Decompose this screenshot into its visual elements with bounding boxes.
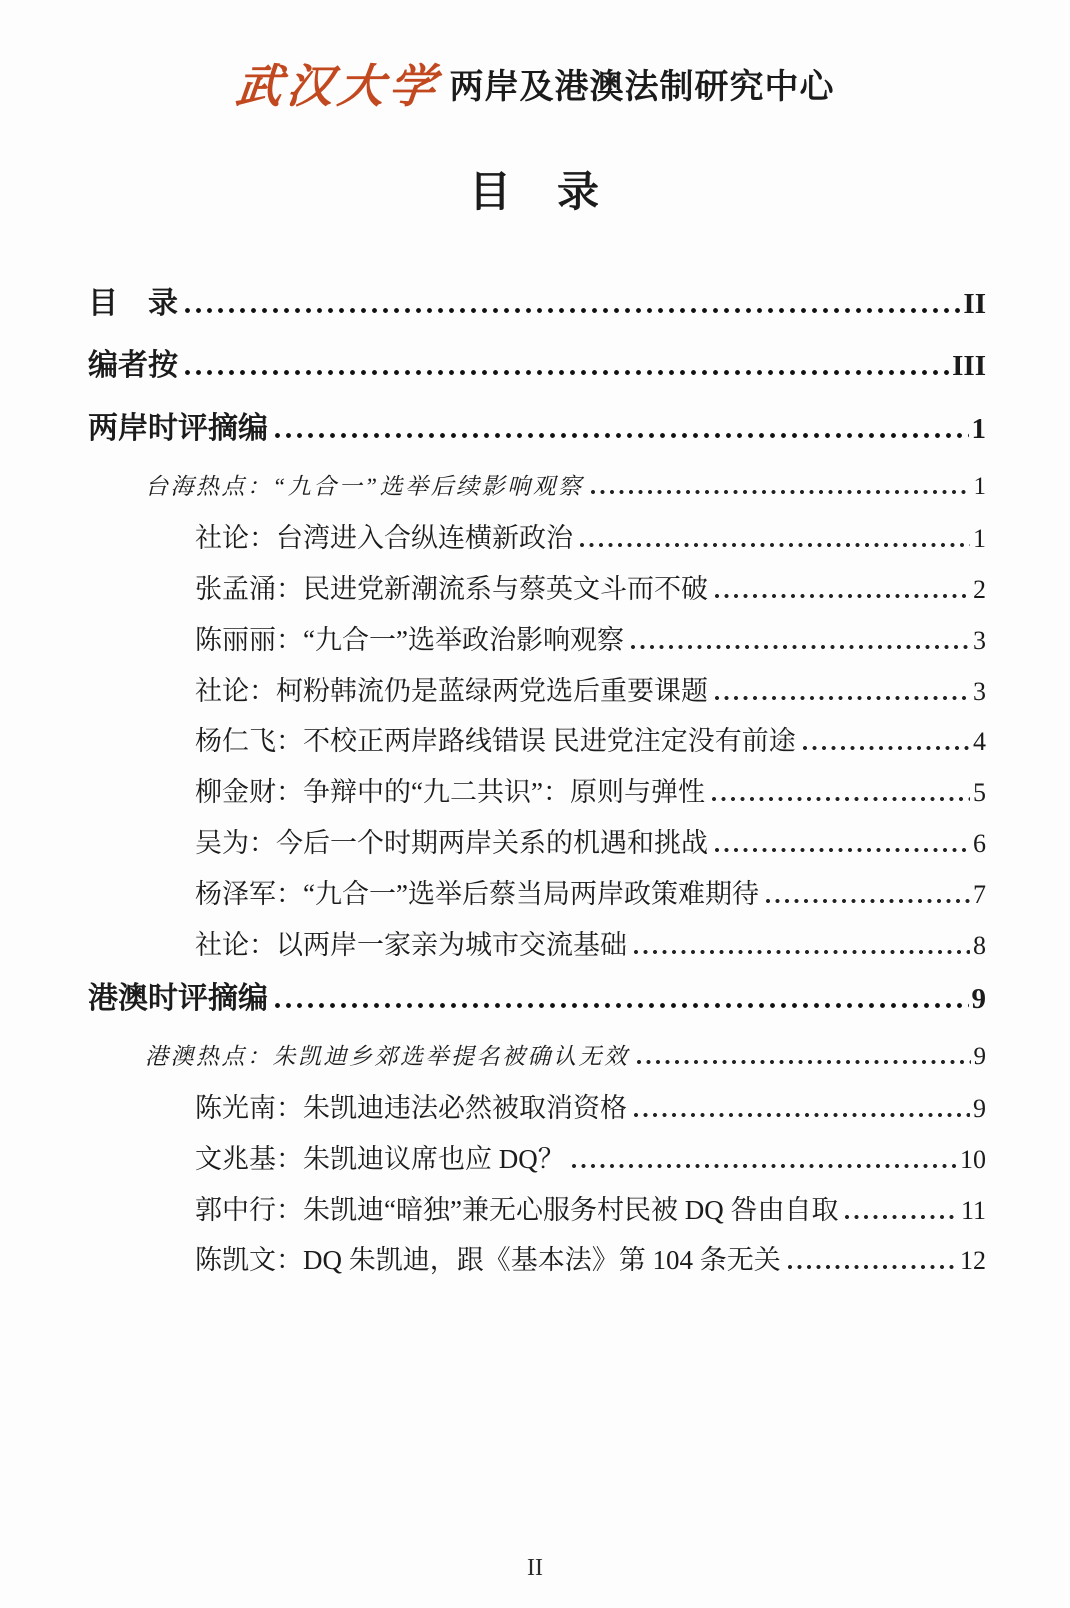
dot-leader (712, 797, 970, 801)
toc-entry-label: 陈丽丽：“九合一”选举政治影响观察 (195, 624, 624, 655)
toc-row[interactable] (88, 473, 986, 502)
toc-row[interactable] (88, 1144, 986, 1176)
toc-entry-page: 1 (973, 473, 986, 501)
toc-entry-label: 柳金财：争辩中的“九二共识”：原则与弹性 (195, 777, 705, 808)
toc-row[interactable] (88, 625, 986, 657)
toc-entry-label: 杨泽军：“九合一”选举后蔡当局两岸政策难期待 (195, 878, 759, 909)
toc-entry-page: 1 (973, 523, 986, 553)
toc-entry-label: 台海热点：“九合一”选举后续影响观察 (145, 474, 584, 500)
toc-entry-label: 社论：以两岸一家亲为城市交流基础 (195, 929, 627, 960)
dot-leader (715, 696, 970, 700)
toc-entry-page: 3 (973, 676, 986, 706)
toc-entry-label: 两岸时评摘编 (88, 411, 268, 445)
toc-entry-page: 9 (973, 1093, 986, 1123)
page-header (0, 61, 1070, 112)
research-center-name: 两岸及港澳法制研究中心 (449, 68, 835, 106)
dot-leader (634, 1113, 970, 1117)
university-logo: 武汉大学 (232, 61, 443, 112)
dot-leader (715, 848, 970, 852)
toc-row[interactable] (88, 879, 986, 911)
toc-entry-label: 吴为：今后一个时期两岸关系的机遇和挑战 (195, 828, 708, 859)
dot-leader (275, 433, 969, 438)
toc-entry-page: 4 (973, 727, 986, 757)
toc-entry-page: 5 (973, 778, 986, 808)
dot-leader (845, 1215, 957, 1219)
toc-row[interactable] (88, 930, 986, 962)
dot-leader (631, 645, 970, 649)
page-title: 目 录 (468, 170, 601, 216)
dot-leader (580, 543, 970, 547)
toc-entry-label: 社论：台湾进入合纵连横新政治 (195, 522, 573, 553)
toc-entry-label: 张孟涌：民进党新潮流系与蔡英文斗而不破 (195, 573, 708, 604)
toc-row[interactable] (88, 1195, 986, 1227)
toc-row[interactable] (88, 828, 986, 860)
toc-entry-page: 8 (973, 930, 986, 960)
toc-row[interactable] (88, 676, 986, 708)
toc-entry-page: 7 (973, 879, 986, 909)
dot-leader (637, 1060, 971, 1064)
toc-entry-page: 9 (973, 1043, 986, 1071)
toc-entry-label: 杨仁飞：不校正两岸路线错误 民进党注定没有前途 (195, 726, 796, 757)
dot-leader (185, 370, 949, 375)
toc-entry-label: 编者按 (88, 349, 178, 383)
toc-entry-page: 9 (971, 982, 986, 1015)
toc-entry-page: 6 (973, 829, 986, 859)
toc-row[interactable] (88, 348, 986, 383)
toc-row[interactable] (88, 1245, 986, 1277)
toc-row[interactable] (88, 1043, 986, 1072)
dot-leader (275, 1003, 969, 1008)
toc-entry-label: 港澳热点：朱凯迪乡郊选举提名被确认无效 (145, 1044, 630, 1070)
toc-entry-page: 3 (973, 625, 986, 655)
toc-entry-page: 1 (971, 412, 986, 445)
toc-entry-page: 12 (960, 1246, 986, 1276)
toc-row[interactable] (88, 411, 986, 446)
toc-row[interactable] (88, 286, 986, 321)
toc-entry-label: 目 录 (88, 287, 178, 320)
toc-entry-label: 陈光南：朱凯迪违法必然被取消资格 (195, 1092, 627, 1123)
toc-entry-label: 社论：柯粉韩流仍是蓝绿两党选后重要课题 (195, 675, 708, 706)
toc-row[interactable] (88, 981, 986, 1016)
dot-leader (803, 746, 970, 750)
dot-leader (591, 490, 971, 494)
toc-row[interactable] (88, 777, 986, 809)
toc-entry-page: 10 (960, 1144, 986, 1174)
dot-leader (715, 594, 970, 598)
dot-leader (572, 1164, 957, 1168)
dot-leader (788, 1265, 957, 1269)
toc-row[interactable] (88, 1093, 986, 1125)
toc-entry-page: III (952, 350, 986, 383)
footer-page-number: II (527, 1555, 543, 1581)
toc-row[interactable] (88, 574, 986, 606)
dot-leader (634, 950, 970, 954)
toc-entry-label: 文兆基：朱凯迪议席也应 DQ？ (195, 1143, 565, 1174)
toc-row[interactable] (88, 726, 986, 758)
toc-entry-page: 2 (973, 574, 986, 604)
toc-list (88, 286, 986, 1296)
toc-row[interactable] (88, 523, 986, 555)
toc-entry-label: 陈凯文：DQ 朱凯迪，跟《基本法》第 104 条无关 (195, 1245, 781, 1276)
toc-entry-label: 郭中行：朱凯迪“暗独”兼无心服务村民被 DQ 咎由自取 (195, 1194, 839, 1225)
dot-leader (766, 899, 970, 903)
toc-entry-page: II (963, 288, 986, 320)
dot-leader (185, 308, 960, 313)
toc-entry-page: 11 (960, 1195, 986, 1225)
toc-entry-label: 港澳时评摘编 (88, 981, 268, 1015)
